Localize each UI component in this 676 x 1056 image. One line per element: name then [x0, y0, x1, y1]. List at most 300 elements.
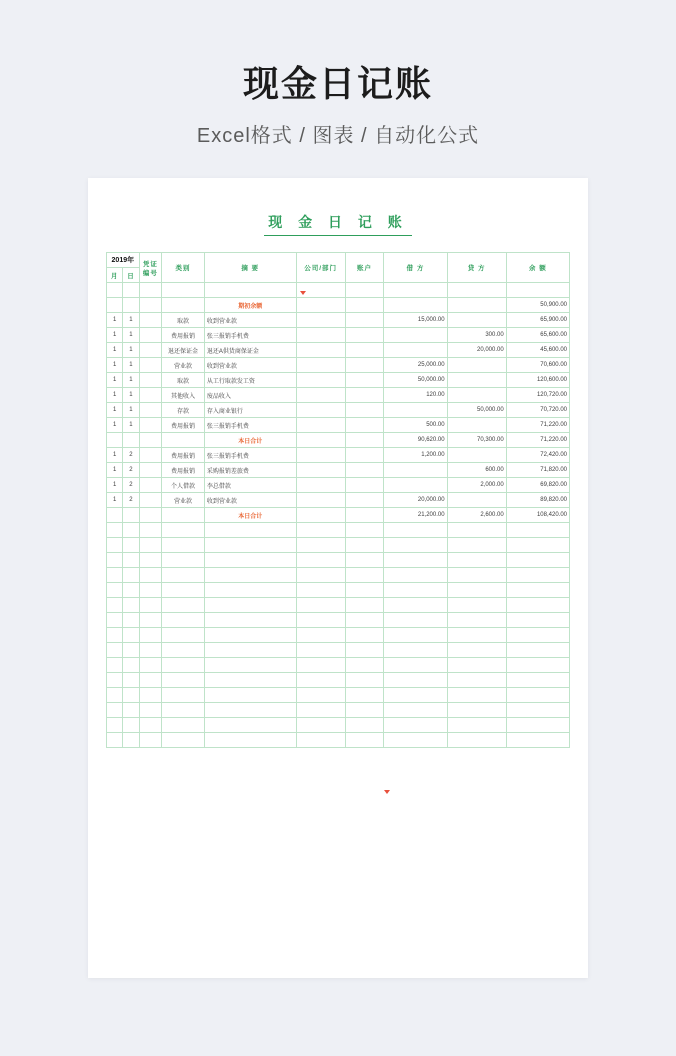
empty-cell: [107, 673, 123, 688]
cell-credit: [447, 313, 506, 328]
empty-cell: [204, 658, 296, 673]
cell-account: [345, 388, 384, 403]
empty-cell: [296, 658, 345, 673]
cell-debit: [384, 463, 447, 478]
cell-account: [345, 478, 384, 493]
cell-voucher: [139, 283, 161, 298]
cell-day: 1: [123, 418, 139, 433]
sheet-title-text: 现 金 日 记 账: [264, 212, 412, 236]
cell-company: [296, 478, 345, 493]
empty-table-row: [107, 538, 570, 553]
cell-summary: 退还A供货商保证金: [204, 343, 296, 358]
empty-cell: [162, 568, 205, 583]
empty-cell: [447, 598, 506, 613]
empty-cell: [296, 688, 345, 703]
empty-cell: [162, 583, 205, 598]
empty-cell: [447, 673, 506, 688]
cell-day: 2: [123, 463, 139, 478]
sheet-title: [88, 212, 588, 236]
empty-cell: [384, 733, 447, 748]
empty-cell: [447, 628, 506, 643]
cell-debit: 21,200.00: [384, 508, 447, 523]
empty-cell: [204, 718, 296, 733]
empty-cell: [139, 598, 161, 613]
cell-day: 1: [123, 373, 139, 388]
empty-cell: [506, 688, 569, 703]
cell-balance: 120,600.00: [506, 373, 569, 388]
cell-category: 存款: [162, 403, 205, 418]
empty-cell: [139, 583, 161, 598]
empty-cell: [296, 673, 345, 688]
empty-cell: [506, 673, 569, 688]
cell-company: [296, 298, 345, 313]
cell-voucher: [139, 493, 161, 508]
cell-credit: [447, 493, 506, 508]
table-row: [107, 388, 570, 403]
cell-company: [296, 463, 345, 478]
empty-cell: [107, 538, 123, 553]
cell-company: [296, 448, 345, 463]
empty-cell: [384, 613, 447, 628]
cell-balance: 72,420.00: [506, 448, 569, 463]
cell-company: [296, 328, 345, 343]
cell-summary: 存入商业银行: [204, 403, 296, 418]
empty-cell: [384, 658, 447, 673]
cell-category: 营业款: [162, 493, 205, 508]
empty-cell: [296, 523, 345, 538]
empty-cell: [204, 568, 296, 583]
empty-cell: [162, 673, 205, 688]
opening-balance-value: 50,900.00: [506, 298, 569, 313]
empty-cell: [296, 733, 345, 748]
empty-cell: [204, 643, 296, 658]
empty-table-row: [107, 703, 570, 718]
empty-cell: [162, 628, 205, 643]
cell-month: [107, 298, 123, 313]
cell-voucher: [139, 358, 161, 373]
empty-cell: [107, 733, 123, 748]
cell-account: [345, 463, 384, 478]
cell-category: 费用报销: [162, 448, 205, 463]
empty-table-row: [107, 583, 570, 598]
empty-cell: [107, 583, 123, 598]
empty-cell: [139, 538, 161, 553]
empty-cell: [384, 628, 447, 643]
empty-cell: [345, 523, 384, 538]
cell-category: 营业款: [162, 358, 205, 373]
cell-day: [123, 433, 139, 448]
empty-cell: [345, 553, 384, 568]
empty-cell: [107, 523, 123, 538]
empty-cell: [107, 553, 123, 568]
empty-cell: [296, 628, 345, 643]
cell-day: 1: [123, 328, 139, 343]
cell-account: [345, 508, 384, 523]
cell-category: [162, 298, 205, 313]
spacer-row: [107, 283, 570, 298]
page-subtitle: Excel格式 / 图表 / 自动化公式: [196, 125, 480, 148]
cell-credit: [447, 418, 506, 433]
marker-triangle-icon: [384, 790, 390, 794]
cell-voucher: [139, 478, 161, 493]
table-row: [107, 343, 570, 358]
cell-month: 1: [107, 478, 123, 493]
year-label: 2019年: [107, 253, 140, 268]
cell-company: [296, 343, 345, 358]
header-category: 类别: [162, 253, 205, 283]
cell-summary: 本日合计: [204, 433, 296, 448]
cell-credit: 300.00: [447, 328, 506, 343]
header-account: 账户: [345, 253, 384, 283]
empty-cell: [123, 538, 139, 553]
cell-summary: 采购报销差旅费: [204, 463, 296, 478]
cell-balance: 108,420.00: [506, 508, 569, 523]
empty-cell: [162, 613, 205, 628]
empty-cell: [345, 718, 384, 733]
cell-month: 1: [107, 493, 123, 508]
cell-month: 1: [107, 463, 123, 478]
empty-cell: [296, 568, 345, 583]
empty-cell: [345, 538, 384, 553]
empty-cell: [384, 568, 447, 583]
empty-cell: [107, 658, 123, 673]
empty-cell: [345, 733, 384, 748]
daily-total-row: [107, 433, 570, 448]
empty-cell: [345, 673, 384, 688]
cell-day: 2: [123, 493, 139, 508]
cell-credit: 2,600.00: [447, 508, 506, 523]
cell-credit: [447, 448, 506, 463]
empty-cell: [345, 658, 384, 673]
cell-month: 1: [107, 403, 123, 418]
cell-balance: 45,600.00: [506, 343, 569, 358]
empty-cell: [107, 643, 123, 658]
cell-category: [162, 283, 205, 298]
empty-cell: [447, 553, 506, 568]
cell-debit: [384, 478, 447, 493]
cell-debit: [384, 343, 447, 358]
empty-cell: [204, 733, 296, 748]
empty-cell: [447, 733, 506, 748]
cell-company: [296, 403, 345, 418]
cell-category: 取款: [162, 373, 205, 388]
cell-summary: 收到营业款: [204, 313, 296, 328]
cell-debit: 50,000.00: [384, 373, 447, 388]
empty-cell: [139, 568, 161, 583]
empty-cell: [123, 598, 139, 613]
cell-balance: 69,820.00: [506, 478, 569, 493]
empty-cell: [384, 523, 447, 538]
cell-credit: [447, 358, 506, 373]
header-credit: 贷 方: [447, 253, 506, 283]
cell-day: [123, 298, 139, 313]
empty-cell: [384, 688, 447, 703]
empty-cell: [345, 568, 384, 583]
empty-cell: [447, 583, 506, 598]
empty-cell: [296, 643, 345, 658]
header-voucher-line1: 凭证: [142, 260, 158, 268]
empty-cell: [204, 583, 296, 598]
table-row: [107, 448, 570, 463]
empty-cell: [296, 703, 345, 718]
empty-cell: [447, 523, 506, 538]
empty-cell: [447, 658, 506, 673]
cell-summary: 从工行取款发工资: [204, 373, 296, 388]
empty-cell: [345, 583, 384, 598]
empty-cell: [296, 598, 345, 613]
empty-cell: [296, 538, 345, 553]
cell-month: 1: [107, 328, 123, 343]
cell-balance: 71,220.00: [506, 433, 569, 448]
table-row: [107, 328, 570, 343]
cell-month: 1: [107, 373, 123, 388]
table-row: [107, 478, 570, 493]
empty-cell: [384, 598, 447, 613]
cell-month: 1: [107, 343, 123, 358]
cell-account: [345, 298, 384, 313]
empty-cell: [204, 613, 296, 628]
cell-category: [162, 508, 205, 523]
cell-credit: [447, 298, 506, 313]
empty-cell: [345, 628, 384, 643]
cell-category: 取款: [162, 313, 205, 328]
empty-cell: [107, 598, 123, 613]
cell-summary: 李总借款: [204, 478, 296, 493]
empty-cell: [384, 538, 447, 553]
empty-cell: [204, 703, 296, 718]
cell-company: [296, 418, 345, 433]
cell-debit: 1,200.00: [384, 448, 447, 463]
empty-table-row: [107, 643, 570, 658]
opening-balance-row: [107, 298, 570, 313]
empty-cell: [506, 568, 569, 583]
cell-category: 费用报销: [162, 418, 205, 433]
cell-credit: 50,000.00: [447, 403, 506, 418]
empty-cell: [123, 718, 139, 733]
cell-summary: 收到营业款: [204, 493, 296, 508]
cell-summary: [204, 283, 296, 298]
cell-company: [296, 388, 345, 403]
empty-cell: [162, 733, 205, 748]
daily-total-row: [107, 508, 570, 523]
empty-cell: [123, 568, 139, 583]
cell-voucher: [139, 433, 161, 448]
empty-cell: [506, 553, 569, 568]
cell-balance: 71,820.00: [506, 463, 569, 478]
cell-account: [345, 403, 384, 418]
cell-voucher: [139, 343, 161, 358]
cell-account: [345, 433, 384, 448]
empty-table-row: [107, 598, 570, 613]
empty-table-row: [107, 568, 570, 583]
empty-cell: [506, 598, 569, 613]
header-month: 月: [107, 268, 123, 283]
empty-cell: [123, 628, 139, 643]
header-debit: 借 方: [384, 253, 447, 283]
empty-cell: [123, 613, 139, 628]
empty-cell: [162, 523, 205, 538]
ledger-blank-rows: [107, 523, 570, 748]
cell-balance: 89,820.00: [506, 493, 569, 508]
empty-cell: [204, 523, 296, 538]
empty-cell: [296, 553, 345, 568]
cell-balance: 70,600.00: [506, 358, 569, 373]
empty-cell: [204, 598, 296, 613]
ledger-rows: [107, 313, 570, 523]
empty-cell: [345, 688, 384, 703]
cell-account: [345, 358, 384, 373]
empty-cell: [123, 673, 139, 688]
cell-voucher: [139, 508, 161, 523]
empty-cell: [345, 613, 384, 628]
cell-debit: 25,000.00: [384, 358, 447, 373]
cell-category: [162, 433, 205, 448]
empty-cell: [107, 613, 123, 628]
cell-debit: 120.00: [384, 388, 447, 403]
empty-cell: [123, 733, 139, 748]
spreadsheet-preview: [88, 178, 588, 978]
page-title: 现金日记账: [242, 63, 433, 104]
cell-account: [345, 493, 384, 508]
cell-category: 费用报销: [162, 463, 205, 478]
cell-debit: 20,000.00: [384, 493, 447, 508]
cell-month: 1: [107, 358, 123, 373]
empty-cell: [162, 643, 205, 658]
page-header: [0, 0, 676, 148]
cell-balance: 71,220.00: [506, 418, 569, 433]
empty-cell: [447, 613, 506, 628]
table-row: [107, 403, 570, 418]
empty-table-row: [107, 733, 570, 748]
empty-table-row: [107, 718, 570, 733]
empty-cell: [204, 688, 296, 703]
cell-company: [296, 358, 345, 373]
empty-cell: [204, 538, 296, 553]
empty-cell: [139, 628, 161, 643]
empty-table-row: [107, 688, 570, 703]
empty-cell: [447, 568, 506, 583]
cell-debit: [384, 403, 447, 418]
empty-cell: [123, 658, 139, 673]
empty-cell: [139, 553, 161, 568]
opening-balance-label: 期初余额: [204, 298, 296, 313]
empty-cell: [139, 703, 161, 718]
empty-cell: [384, 718, 447, 733]
cell-company: [296, 373, 345, 388]
empty-cell: [384, 703, 447, 718]
cell-account: [345, 418, 384, 433]
cell-credit: [447, 388, 506, 403]
empty-cell: [506, 718, 569, 733]
cell-company: [296, 493, 345, 508]
cell-voucher: [139, 313, 161, 328]
header-voucher: [139, 253, 161, 283]
empty-cell: [162, 703, 205, 718]
ledger-table: [106, 252, 570, 748]
empty-cell: [162, 718, 205, 733]
empty-cell: [107, 688, 123, 703]
empty-cell: [204, 628, 296, 643]
cell-account: [345, 448, 384, 463]
empty-cell: [107, 718, 123, 733]
cell-debit: [384, 328, 447, 343]
table-row: [107, 463, 570, 478]
cell-day: 1: [123, 358, 139, 373]
header-day: 日: [123, 268, 139, 283]
cell-account: [345, 343, 384, 358]
empty-cell: [162, 538, 205, 553]
empty-cell: [123, 553, 139, 568]
cell-month: 1: [107, 313, 123, 328]
cell-category: 个人借款: [162, 478, 205, 493]
cell-voucher: [139, 418, 161, 433]
cell-month: [107, 433, 123, 448]
cell-debit: 15,000.00: [384, 313, 447, 328]
cell-voucher: [139, 373, 161, 388]
cell-day: [123, 508, 139, 523]
empty-cell: [345, 703, 384, 718]
empty-cell: [506, 613, 569, 628]
cell-day: [123, 283, 139, 298]
cell-credit: [447, 373, 506, 388]
cell-company: [296, 508, 345, 523]
cell-summary: 张三报销手机费: [204, 448, 296, 463]
empty-cell: [296, 613, 345, 628]
empty-cell: [345, 643, 384, 658]
table-row: [107, 373, 570, 388]
cell-summary: 收到营业款: [204, 358, 296, 373]
cell-balance: 70,720.00: [506, 403, 569, 418]
empty-cell: [447, 703, 506, 718]
empty-table-row: [107, 523, 570, 538]
cell-balance: 120,720.00: [506, 388, 569, 403]
cell-category: 费用报销: [162, 328, 205, 343]
empty-cell: [296, 583, 345, 598]
empty-cell: [447, 688, 506, 703]
empty-cell: [123, 523, 139, 538]
header-balance: 余 额: [506, 253, 569, 283]
empty-cell: [447, 718, 506, 733]
empty-cell: [204, 553, 296, 568]
cell-company: [296, 433, 345, 448]
cell-voucher: [139, 298, 161, 313]
empty-table-row: [107, 553, 570, 568]
header-voucher-line2: 编号: [142, 269, 158, 277]
empty-cell: [139, 658, 161, 673]
cell-voucher: [139, 448, 161, 463]
empty-cell: [162, 658, 205, 673]
empty-cell: [384, 553, 447, 568]
table-row: [107, 313, 570, 328]
empty-cell: [506, 628, 569, 643]
cell-day: 2: [123, 448, 139, 463]
header-company: 公司/部门: [296, 253, 345, 283]
empty-cell: [506, 583, 569, 598]
table-row: [107, 358, 570, 373]
empty-cell: [139, 643, 161, 658]
cell-day: 1: [123, 403, 139, 418]
empty-cell: [139, 718, 161, 733]
empty-cell: [384, 583, 447, 598]
cell-voucher: [139, 388, 161, 403]
empty-cell: [139, 673, 161, 688]
cell-month: 1: [107, 388, 123, 403]
cell-month: 1: [107, 418, 123, 433]
cell-day: 2: [123, 478, 139, 493]
empty-table-row: [107, 673, 570, 688]
empty-cell: [506, 733, 569, 748]
empty-cell: [506, 523, 569, 538]
